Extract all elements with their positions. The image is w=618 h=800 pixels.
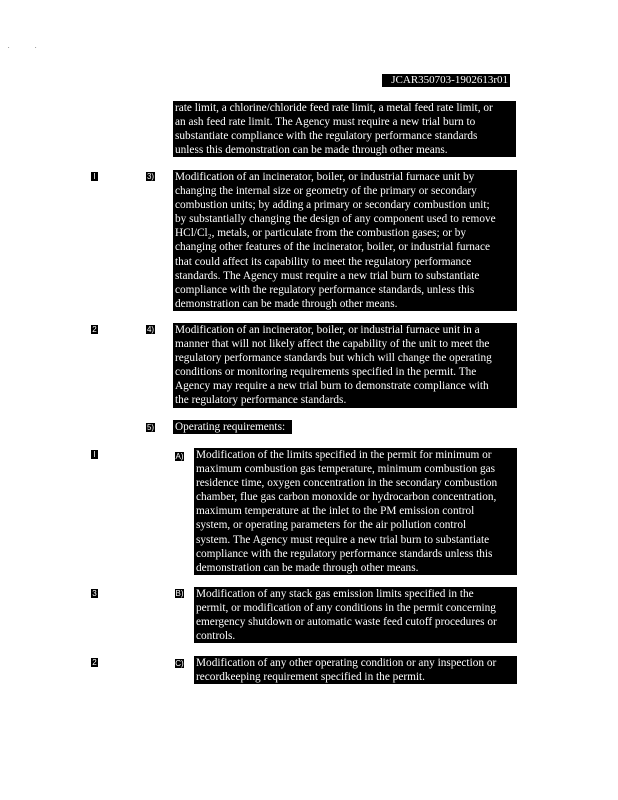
change-mark: 2: [92, 325, 97, 334]
text-line: Modification of the limits specified in the permit for minimum or: [196, 449, 492, 461]
text-line: compliance with the regulatory performance standards unless this: [196, 547, 493, 560]
item-number: 4): [146, 325, 155, 334]
text-line: standards. The Agency must require a new trial burn to substantiate: [175, 269, 480, 282]
item-letter: C): [175, 659, 184, 668]
item-5-heading: [173, 420, 292, 434]
text-line: compliance with the regulatory performance standards, unless this: [175, 283, 475, 296]
text-line: system. The Agency must require a new trial burn to substantiate: [196, 533, 490, 546]
text-line: recordkeeping requirement specified in the permit.: [196, 671, 425, 684]
item-letter: A): [175, 452, 184, 461]
text-line: demonstration can be made through other means.: [175, 297, 398, 310]
text-line: emergency shutdown or automatic waste feed cutoff procedures or: [196, 616, 497, 629]
text-line: permit, or modification of any conditions in the permit concerning: [196, 602, 496, 615]
item-5c-paragraph: [194, 656, 517, 684]
text-line: by substantially changing the design of any component used to remove: [175, 213, 496, 226]
text-line: conditions or monitoring requirements specified in the permit. The: [175, 366, 477, 379]
text-line: controls.: [196, 630, 236, 643]
item-3-paragraph: [173, 170, 517, 311]
text-line: Modification of any stack gas emission limits specified in the: [196, 588, 474, 600]
item-4-paragraph: [173, 323, 517, 408]
section-heading: Operating requirements:: [175, 421, 286, 433]
text-line: residence time, oxygen concentration in the secondary combustion: [196, 477, 498, 490]
change-mark: 3: [92, 589, 97, 598]
text-line: Modification of an incinerator, boiler, or industrial furnace unit by: [175, 171, 475, 183]
text-line: HCl/Cl₂, metals, or particulate from the combustion gases; or by: [175, 227, 467, 240]
text-line: regulatory performance standards but which will change the operating: [175, 352, 492, 365]
item-letter: B): [175, 589, 184, 598]
text-line: combustion units; by adding a primary or secondary combustion unit;: [175, 199, 490, 212]
item-5b-paragraph: [194, 587, 517, 643]
text-line: Modification of any other operating condition or any inspection or: [196, 657, 497, 669]
change-mark: 2: [92, 658, 97, 667]
item-number: 3): [146, 172, 155, 181]
change-mark: I: [91, 172, 98, 181]
text-line: maximum temperature at the inlet to the PM emission control: [196, 505, 475, 518]
text-line: manner that will not likely affect the capability of the unit to meet the: [175, 338, 490, 351]
text-line: that could affect its capability to meet the regulatory performance: [175, 255, 472, 268]
change-mark: I: [91, 450, 98, 459]
text-line: unless this demonstration can be made through other means.: [175, 144, 448, 157]
item-number: 5): [146, 423, 155, 432]
text-line: chamber, flue gas carbon monoxide or hydrocarbon concentration,: [196, 491, 497, 504]
document-id-header: JCAR350703-1902613r01: [382, 74, 510, 87]
scan-specks: . .: [8, 44, 49, 50]
intro-paragraph: [173, 101, 516, 157]
text-line: maximum combustion gas temperature, minimum combustion gas: [196, 463, 496, 476]
text-line: substantiate compliance with the regulatory performance standards: [175, 130, 478, 143]
text-line: the regulatory performance standards.: [175, 394, 347, 407]
text-line: demonstration can be made through other means.: [196, 561, 419, 574]
item-5a-paragraph: [194, 448, 517, 575]
text-line: rate limit, a chlorine/chloride feed rate limit, a metal feed rate limit, or: [175, 102, 493, 114]
text-line: system, or operating parameters for the air pollution control: [196, 519, 467, 532]
text-line: Modification of an incinerator, boiler, or industrial furnace unit in a: [175, 324, 480, 336]
text-line: changing the internal size or geometry of the primary or secondary: [175, 185, 477, 198]
text-line: Agency may require a new trial burn to demonstrate compliance with: [175, 380, 489, 393]
text-line: changing other features of the incinerator, boiler, or industrial furnace: [175, 241, 490, 254]
text-line: an ash feed rate limit. The Agency must require a new trial burn to: [175, 116, 476, 129]
